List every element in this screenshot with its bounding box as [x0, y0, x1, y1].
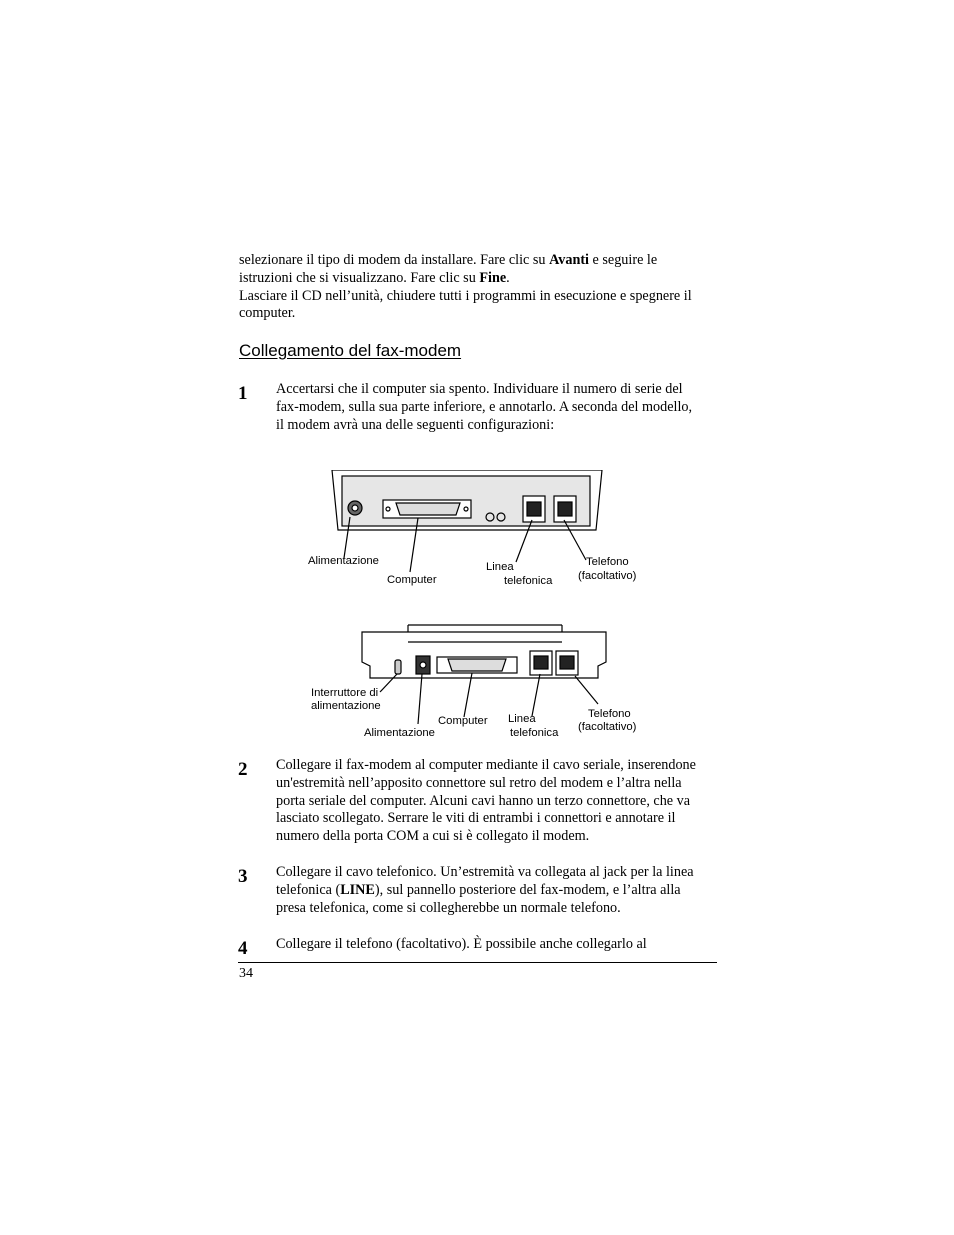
label-line-2: telefonica	[504, 575, 553, 587]
label-switch: Interruttore di	[311, 687, 379, 699]
label-computer-2: Computer	[438, 715, 488, 727]
label-power-2: Alimentazione	[364, 727, 435, 739]
step-number: 1	[238, 383, 248, 404]
intro-text-2: Lasciare il CD nell’unità, chiudere tutti i programmi in esecuzione e spegnere il computer.	[239, 287, 692, 322]
label-line-b: Linea	[508, 713, 536, 725]
label-line: Linea	[486, 561, 514, 573]
step-text-part: ), sul pannello posteriore del fax-modem, e l’altra alla presa telefonica, come si collegherebbe un normale telefono.	[276, 881, 681, 916]
label-line-b-2: telefonica	[510, 727, 559, 739]
step-text: Accertarsi che il computer sia spento. Individuare il numero di serie del fax-modem, sulla sua parte inferiore, e annotarlo. A seconda del modello, il modem avrà una delle seguenti configurazioni:	[276, 381, 693, 433]
power-switch	[395, 660, 401, 674]
label-computer: Computer	[387, 574, 437, 586]
intro-text: e seguire le istruzioni che si visualizzano. Fare clic su	[239, 252, 658, 286]
step-text	[276, 864, 696, 917]
intro-bold-avanti: Avanti	[549, 252, 589, 268]
step-text: Collegare il telefono (facoltativo). È possibile anche collegarlo al	[276, 936, 647, 952]
section-heading: Collegamento del fax-modem	[239, 341, 462, 360]
step-number: 4	[238, 938, 248, 959]
step-text-part: Collegare il cavo telefonico. Un’estremità va collegata al jack per la linea telefonica (	[276, 864, 694, 898]
step-text-bold-line: LINE	[340, 881, 375, 898]
page-number: 34	[239, 966, 253, 981]
label-phone-2: (facoltativo)	[578, 570, 637, 582]
step-text: Collegare il fax-modem al computer mediante il cavo seriale, inserendone un'estremità nell’apposito connettore sul retro del modem e l’altra nella porta seriale del computer. Alcuni cavi hanno un terzo connettore, che va lasciato scollegato. Serrare le viti di entrambi i connettori e annotare il numero della porta COM a cui si è collegato il modem.	[276, 757, 696, 845]
step-number: 3	[238, 866, 248, 887]
intro-text: selezionare il tipo di modem da installare. Fare clic su	[239, 252, 550, 268]
label-switch-2: alimentazione	[311, 700, 381, 712]
step-number: 2	[238, 759, 248, 780]
label-phone-b-2: (facoltativo)	[578, 721, 637, 733]
serial-port	[396, 503, 460, 515]
footer-rule	[238, 962, 717, 963]
label-power: Alimentazione	[308, 555, 379, 567]
intro-bold-fine: Fine	[479, 269, 507, 286]
intro-text: .	[506, 269, 510, 286]
label-phone: Telefono	[586, 556, 629, 568]
label-phone-b: Telefono	[588, 708, 631, 720]
intro-paragraph	[239, 252, 709, 323]
